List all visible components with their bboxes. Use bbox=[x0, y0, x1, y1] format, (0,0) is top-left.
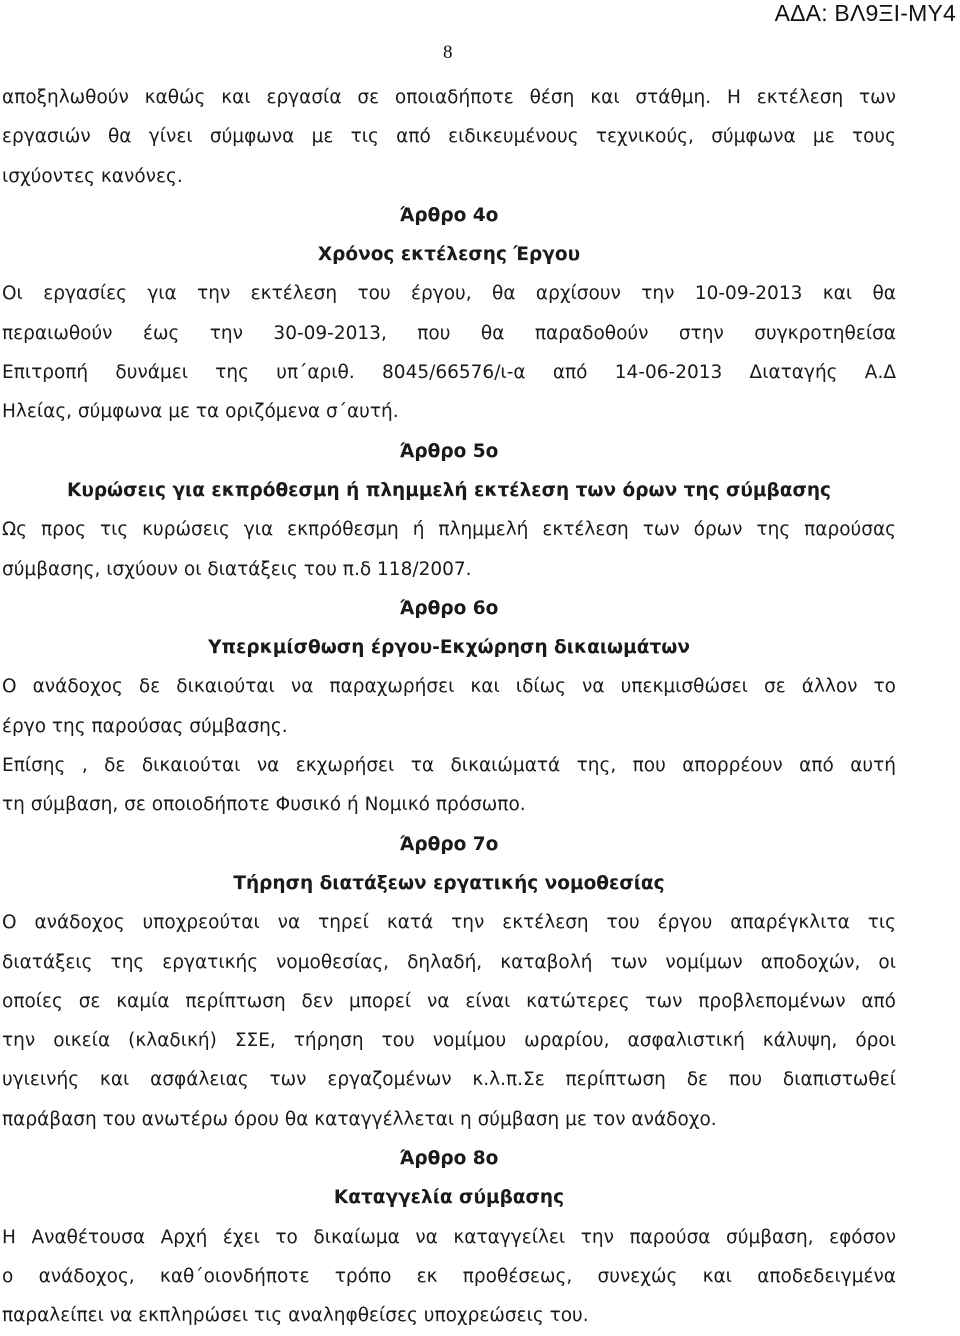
intro-paragraph bbox=[2, 78, 896, 196]
document-body bbox=[2, 78, 896, 1336]
article-4-paragraph bbox=[2, 274, 896, 431]
article-6-paragraph-2 bbox=[2, 746, 896, 825]
text-line: οποίες σε καμία περίπτωση δεν μπορεί να είναι κατώτερες των προβλεπομένων από bbox=[2, 990, 896, 1012]
text-line: υγιεινής και ασφάλειας των εργαζομένων κ.λ.π.Σε περίπτωση δε που διαπιστωθεί bbox=[2, 1069, 896, 1091]
text-line: Ο ανάδοχος δε δικαιούται να παραχωρήσει και ιδίως να υπεκμισθώσει σε άλλον το bbox=[2, 676, 896, 698]
article-7-title: Τήρηση διατάξεων εργατικής νομοθεσίας bbox=[233, 872, 665, 894]
article-7-paragraph bbox=[2, 903, 896, 1139]
text-line: Επίσης , δε δικαιούται να εκχωρήσει τα δικαιώματά της, που απορρέουν από αυτή bbox=[2, 755, 896, 777]
text-line: αποξηλωθούν καθώς και εργασία σε οποιαδήποτε θέση και στάθμη. Η εκτέλεση των bbox=[2, 87, 896, 108]
article-4-heading: Άρθρο 4ο bbox=[399, 204, 499, 226]
text-line: έργο της παρούσας σύμβασης. bbox=[2, 715, 288, 737]
article-8-paragraph bbox=[2, 1218, 896, 1336]
article-7-heading: Άρθρο 7ο bbox=[399, 833, 499, 855]
text-line: Ως προς τις κυρώσεις για εκπρόθεσμη ή πλημμελή εκτέλεση των όρων της παρούσας bbox=[2, 519, 896, 541]
text-line: τη σύμβαση, σε οποιοδήποτε Φυσικό ή Νομικό πρόσωπο. bbox=[2, 794, 526, 816]
text-line: Η Αναθέτουσα Αρχή έχει το δικαίωμα να καταγγείλει την παρούσα σύμβαση, εφόσον bbox=[2, 1226, 896, 1248]
article-5-title: Κυρώσεις για εκπρόθεσμη ή πλημμελή εκτέλεση των όρων της σύμβασης bbox=[66, 479, 832, 501]
text-line: ισχύοντες κανόνες. bbox=[2, 165, 183, 187]
text-line: διατάξεις της εργατικής νομοθεσίας, δηλαδή, καταβολή των νομίμων αποδοχών, οι bbox=[2, 951, 896, 973]
article-4-title: Χρόνος εκτέλεσης Έργου bbox=[317, 244, 581, 266]
article-6-title: Υπερκμίσθωση έργου-Εκχώρηση δικαιωμάτων bbox=[208, 637, 690, 659]
article-8-title: Καταγγελία σύμβασης bbox=[333, 1187, 565, 1209]
article-6-heading: Άρθρο 6ο bbox=[399, 597, 499, 619]
text-line: Ο ανάδοχος υποχρεούται να τηρεί κατά την εκτέλεση του έργου απαρέγκλιτα τις bbox=[2, 912, 896, 934]
text-line: παραλείπει να εκπληρώσει τις αναληφθείσες υποχρεώσεις του. bbox=[2, 1305, 589, 1327]
text-line: την οικεία (κλαδική) ΣΣΕ, τήρηση του νομίμου ωραρίου, ασφαλιστική κάλυψη, όροι bbox=[2, 1030, 896, 1052]
article-8-heading: Άρθρο 8ο bbox=[399, 1148, 499, 1170]
article-5-paragraph bbox=[2, 510, 896, 589]
text-line: σύμβασης, ισχύουν οι διατάξεις του π.δ 118/2007. bbox=[2, 558, 472, 580]
page-number: 8 bbox=[443, 42, 453, 63]
text-line: Ηλείας, σύμφωνα με τα οριζόμενα σ΄αυτή. bbox=[2, 401, 399, 423]
text-line: παράβαση του ανωτέρω όρου θα καταγγέλλεται η σύμβαση με τον ανάδοχο. bbox=[2, 1108, 717, 1130]
text-line: Επιτροπή δυνάμει της υπ΄αριθ. 8045/66576/ι-α από 14-06-2013 Διαταγής Α.Δ bbox=[2, 362, 896, 384]
text-line: Οι εργασίες για την εκτέλεση του έργου, θα αρχίσουν την 10-09-2013 και θα bbox=[2, 283, 896, 305]
article-6-paragraph-1 bbox=[2, 667, 896, 746]
ada-code: ΑΔΑ: ΒΛ9ΞΙ-ΜΥ4 bbox=[774, 0, 956, 26]
text-line: περαιωθούν έως την 30-09-2013, που θα παραδοθούν στην συγκροτηθείσα bbox=[2, 322, 896, 344]
text-line: ο ανάδοχος, καθ΄οιονδήποτε τρόπο εκ προθέσεως, συνεχώς και αποδεδειγμένα bbox=[2, 1265, 896, 1287]
text-line: εργασιών θα γίνει σύμφωνα με τις από ειδικευμένους τεχνικούς, σύμφωνα με τους bbox=[2, 126, 896, 148]
article-5-heading: Άρθρο 5ο bbox=[399, 440, 499, 462]
